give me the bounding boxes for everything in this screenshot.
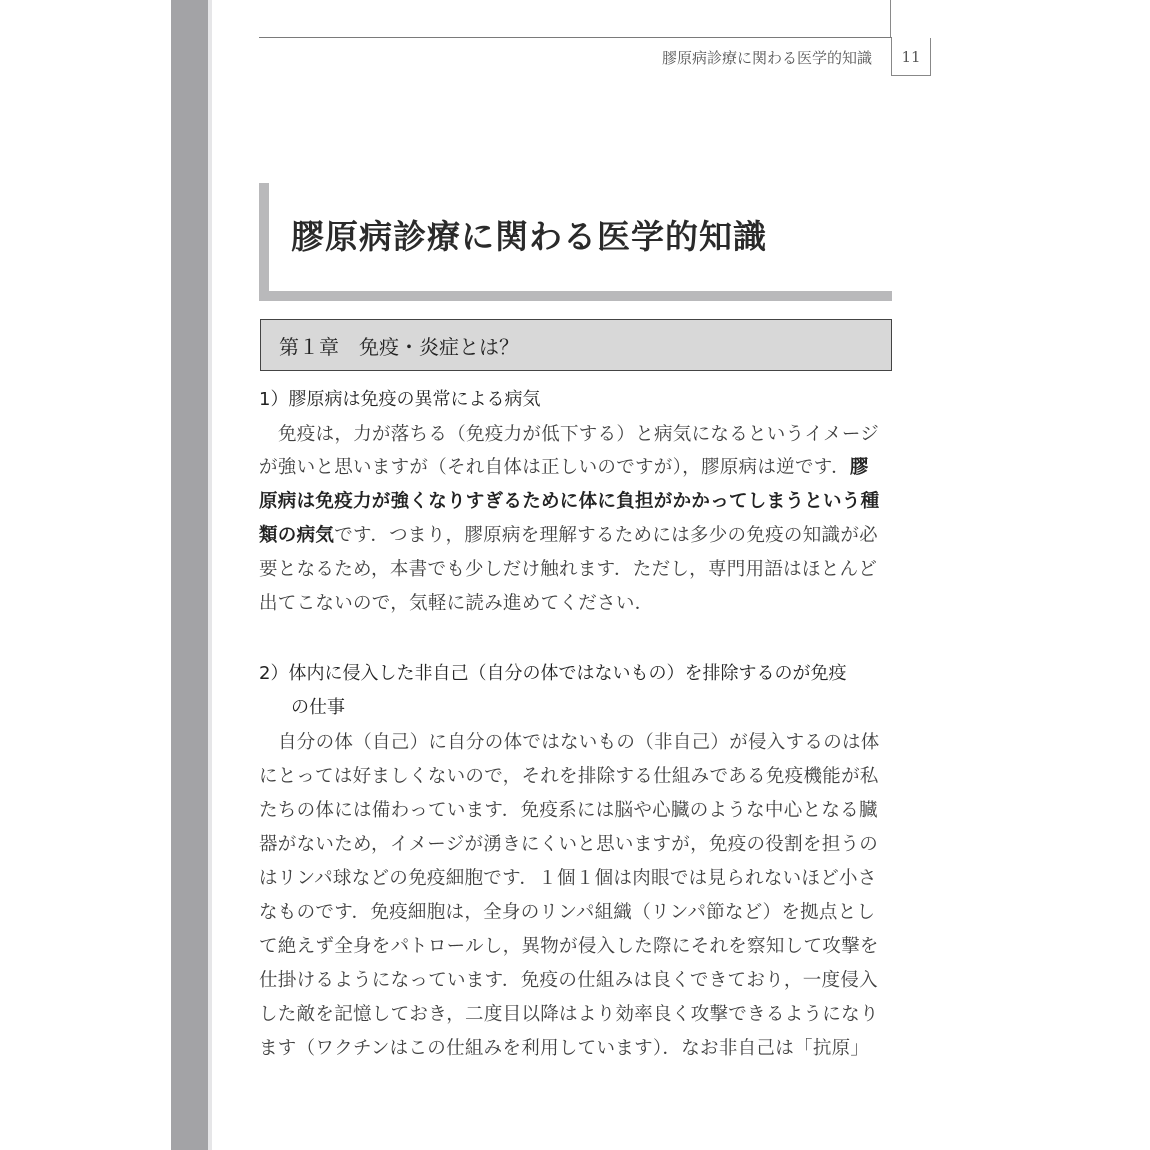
page-title: 膠原病診療に関わる医学的知識 <box>291 217 767 256</box>
section-1-line-2-text: が強いと思いますが（それ自体は正しいのですが），膠原病は逆です． <box>259 457 850 478</box>
section-1-line-3-bold: 原病は免疫力が強くなりすぎるために体に負担がかかってしまうという種 <box>259 491 880 512</box>
section-2-line: ます（ワクチンはこの仕組みを利用しています）．なお非自己は「抗原」 <box>259 1038 870 1059</box>
section-2-line: はリンパ球などの免疫細胞です．１個１個は肉眼では見られないほど小さ <box>259 868 877 889</box>
section-2-line: 器がないため，イメージが湧きにくいと思いますが，免疫の役割を担うの <box>259 834 879 855</box>
chapter-heading: 第１章 免疫・炎症とは？ <box>260 319 892 371</box>
page-number: 11 <box>891 38 931 76</box>
section-2-line: にとっては好ましくないので，それを排除する仕組みである免疫機能が私 <box>259 766 879 787</box>
header-rule <box>259 37 892 38</box>
section-1-line-5: 要となるため，本書でも少しだけ触れます．ただし，専門用語はほとんど <box>259 559 878 580</box>
section-1-line-6: 出てこないので，気軽に読み進めてください． <box>259 593 654 614</box>
section-1-line-1: 免疫は，力が落ちる（免疫力が低下する）と病気になるというイメージ <box>278 424 880 445</box>
section-1-heading: 1）膠原病は免疫の異常による病気 <box>259 389 541 410</box>
running-head: 膠原病診療に関わる医学的知識 <box>661 49 872 67</box>
left-margin-bar-edge <box>208 0 212 1150</box>
section-1-line-4 <box>259 521 892 547</box>
page-box-line <box>890 0 891 37</box>
section-2-line: 仕掛けるようになっています．免疫の仕組みは良くできており，一度侵入 <box>259 970 878 991</box>
section-1-line-3 <box>259 487 892 513</box>
section-1-line-2 <box>259 453 892 479</box>
section-1-line-4-bold: 類の病気 <box>259 525 335 546</box>
title-left-bar <box>259 183 269 301</box>
left-margin-bar <box>171 0 208 1150</box>
section-1-line-4-text: です．つまり，膠原病を理解するためには多少の免疫の知識が必 <box>334 525 878 546</box>
section-2-line: 自分の体（自己）に自分の体ではないもの（非自己）が侵入するのは体 <box>278 732 880 753</box>
section-2-line: なものです．免疫細胞は，全身のリンパ組織（リンパ節など）を拠点とし <box>259 902 876 923</box>
section-1-line-2-bold: 膠 <box>849 457 869 478</box>
section-2-line: たちの体には備わっています．免疫系には脳や心臓のような中心となる臓 <box>259 800 878 821</box>
section-2-line: した敵を記憶しておき，二度目以降はより効率良く攻撃できるようになり <box>259 1004 879 1025</box>
title-block <box>259 183 892 301</box>
section-2-heading-cont: の仕事 <box>291 697 345 718</box>
section-2-line: て絶えず全身をパトロールし，異物が侵入した際にそれを察知して攻撃を <box>259 936 879 957</box>
section-2-heading: 2）体内に侵入した非自己（自分の体ではないもの）を排除するのが免疫 <box>259 663 847 684</box>
title-bottom-bar <box>259 291 892 301</box>
